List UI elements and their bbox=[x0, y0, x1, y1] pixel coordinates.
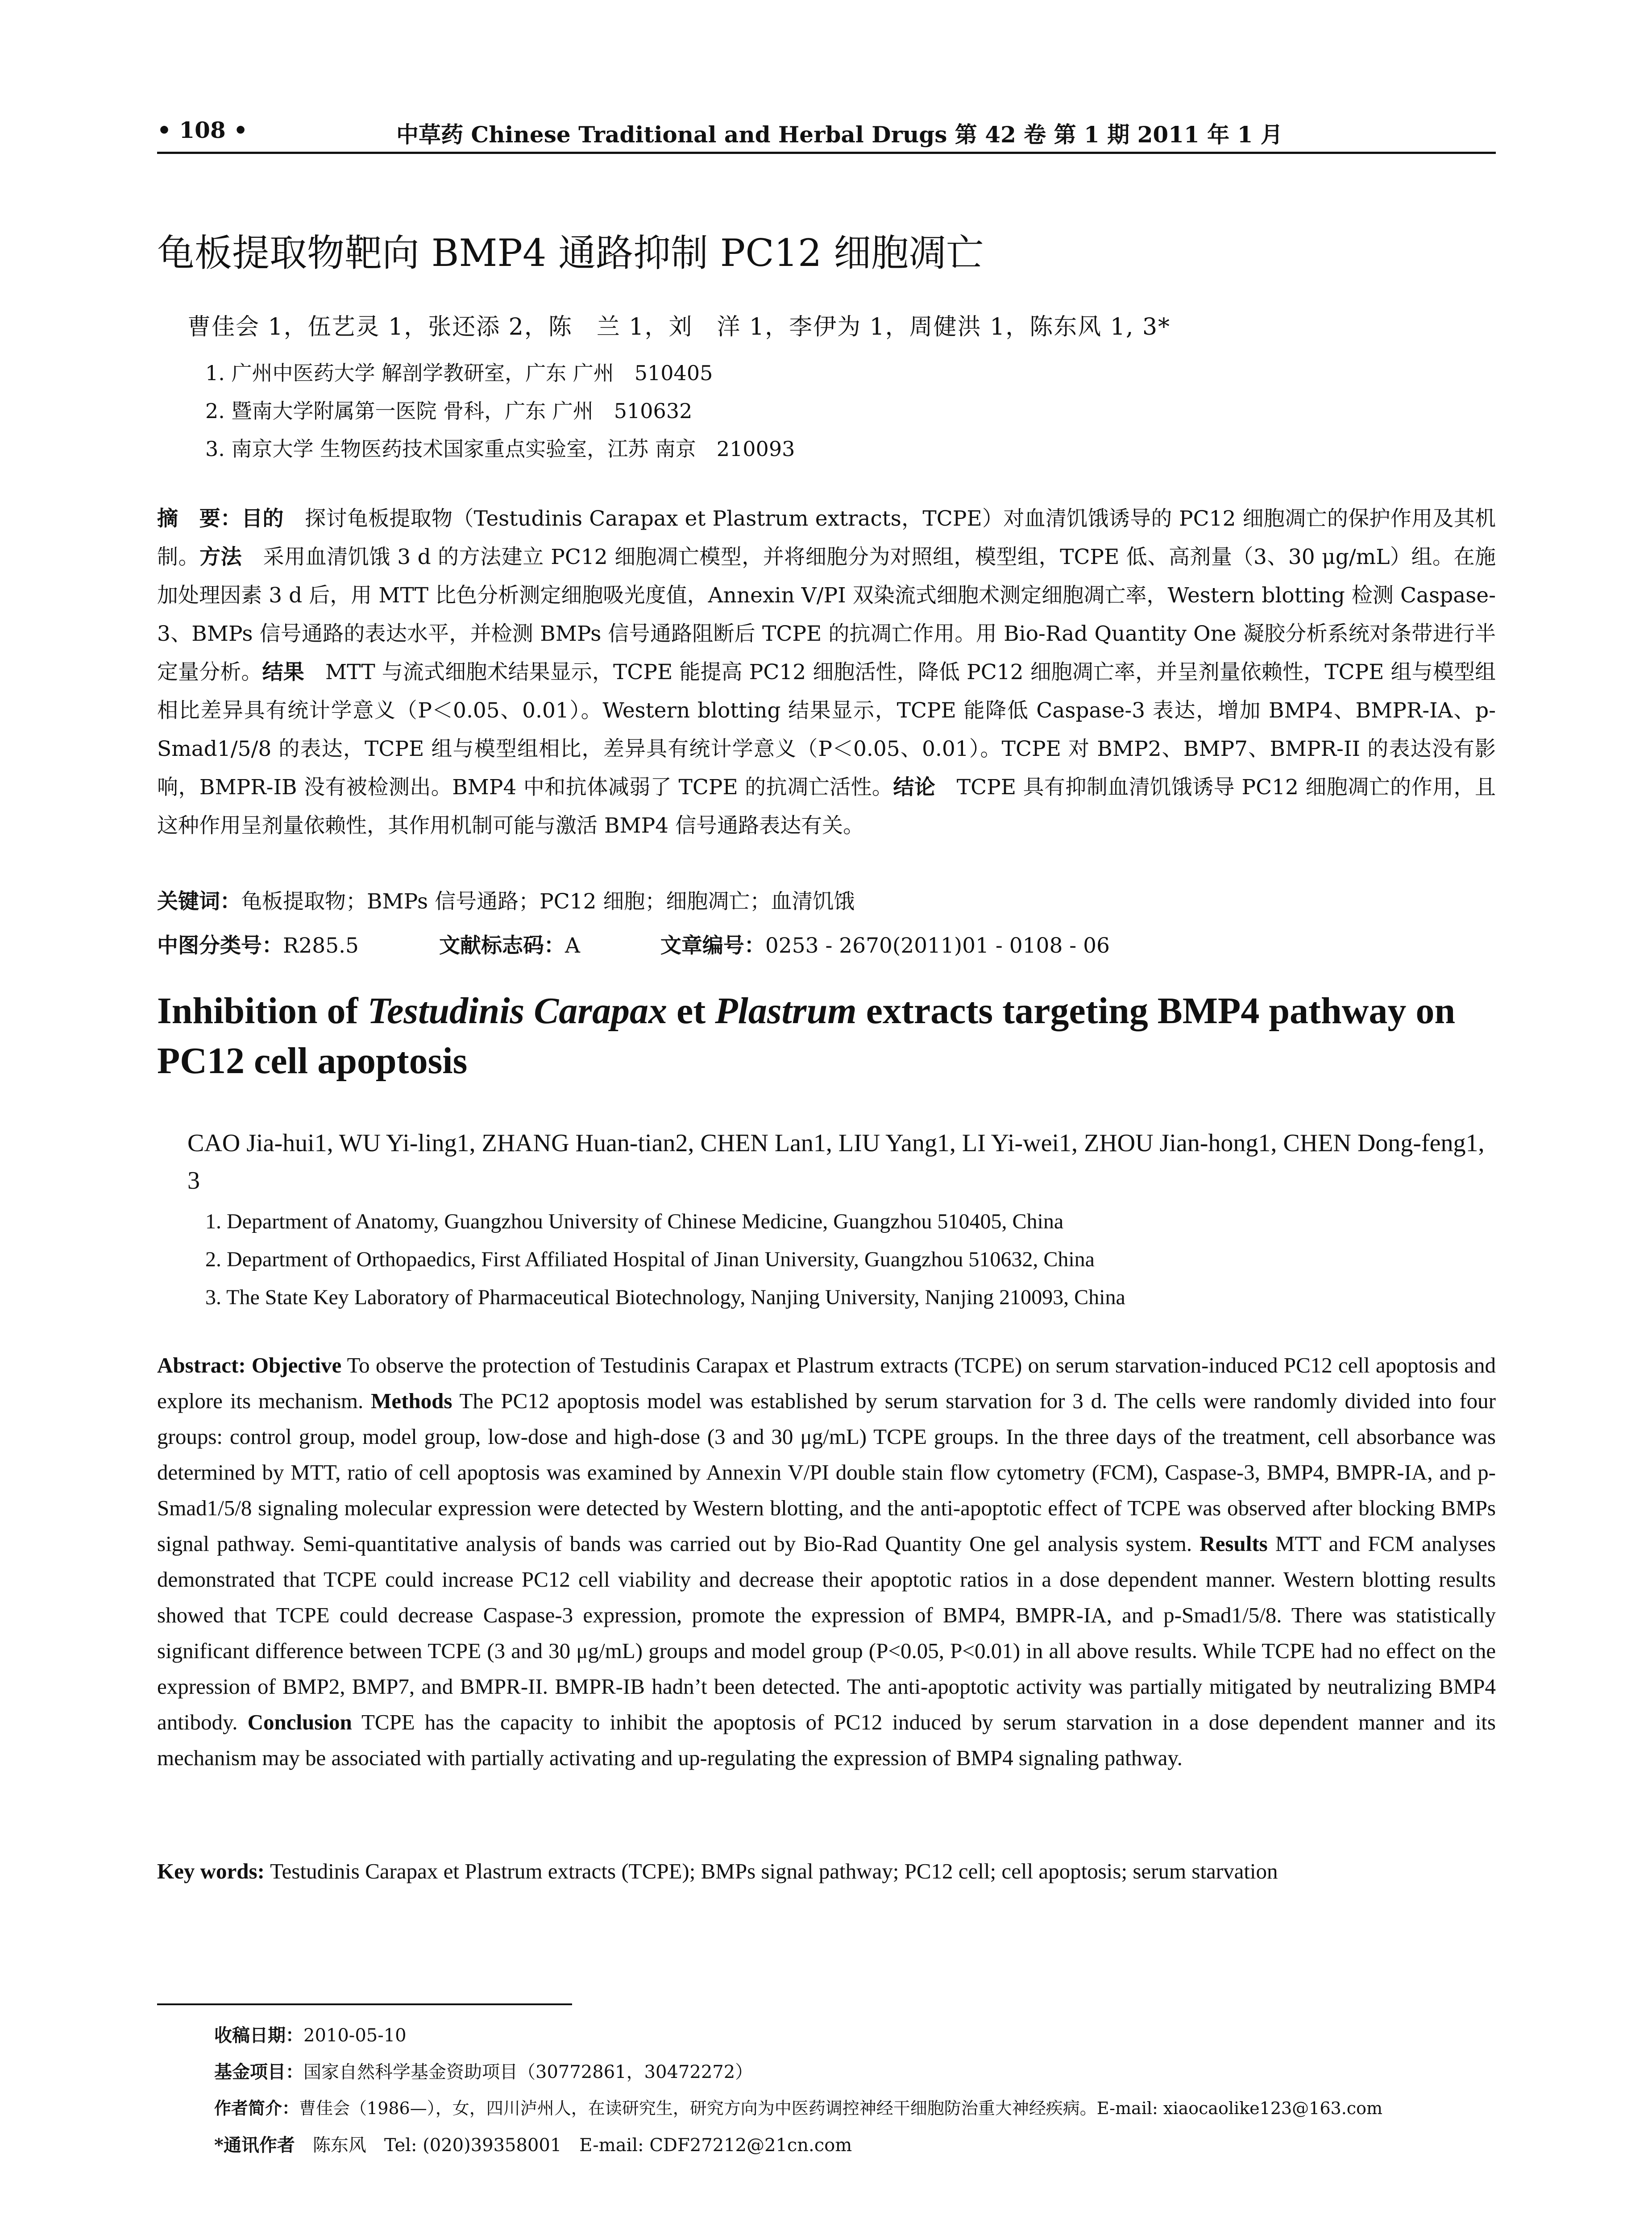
abstract-cn-results-label: 结果 bbox=[262, 660, 304, 684]
footnote-label: 作者简介： bbox=[214, 2098, 299, 2118]
doc-code-label: 文献标志码： bbox=[439, 933, 565, 958]
title-en-species: Testudinis Carapax bbox=[367, 990, 667, 1032]
affiliation-en-2: 2. Department of Orthopaedics, First Affiliated Hospital of Jinan University, Guangzhou 510632, China bbox=[205, 1248, 1095, 1271]
abstract-en-methods-label: Methods bbox=[371, 1389, 452, 1413]
abstract-cn-methods: 采用血清饥饿 3 d 的方法建立 PC12 细胞凋亡模型，并将细胞分为对照组，模型组，TCPE 低、高剂量（3、30 μg/mL）组。在施加处理因素 3 d 后，用 MTT 比色分析测定细胞吸光度值，Annexin V/PI 双染流式细胞术测定细胞凋亡率，Western blotting 检测 Caspase-3、BMPs 信号通路的表达水平，并检测 BMPs 信号通路阻断后 TCPE 的抗凋亡作用。用 Bio-Rad Quantity One 凝胶分析系统对条带进行半定量分析。 bbox=[157, 545, 1496, 684]
abstract-cn-conclusion: TCPE 具有抑制血清饥饿诱导 PC12 细胞凋亡的作用，且这种作用呈剂量依赖性，其作用机制可能与激活 BMP4 信号通路表达有关。 bbox=[157, 775, 1496, 838]
title-en-part: Inhibition of bbox=[157, 990, 368, 1032]
classification-line bbox=[157, 929, 1110, 959]
keywords-en-text: Testudinis Carapax et Plastrum extracts (TCPE); BMPs signal pathway; PC12 cell; cell apoptosis; serum starvation bbox=[270, 1859, 1278, 1883]
abstract-en-methods: The PC12 apoptosis model was established by serum starvation for 3 d. The cells were randomly divided into four groups: control group, model group, low-dose and high-dose (3 and 30 μg/mL) TCPE groups. In the three days of the treatment, cell absorbance was determined by MTT, ratio of cell apoptosis was examined by Annexin V/PI double stain flow cytometry (FCM), Caspase-3, BMP4, BMPR-IA, and p-Smad1/5/8 signaling molecular expression were detected by Western blotting, and the anti-apoptotic effect of TCPE was observed after blocking BMPs signal pathway. Semi-quantitative analysis of bands was carried out by Bio-Rad Quantity One gel analysis system. bbox=[157, 1389, 1496, 1556]
affiliation-en-3: 3. The State Key Laboratory of Pharmaceutical Biotechnology, Nanjing University, Nanjing 210093, China bbox=[205, 1286, 1125, 1309]
title-en-part: extracts targeting BMP4 pathway on PC12 cell apoptosis bbox=[157, 990, 1456, 1082]
abstract-en-label: Abstract: Objective bbox=[157, 1353, 342, 1377]
abstract-cn-methods-label: 方法 bbox=[199, 545, 242, 569]
abstract-cn-conclusion-label: 结论 bbox=[893, 775, 936, 800]
footnote-text: 陈东风 Tel: (020)39358001 E-mail: CDF27212@21cn.com bbox=[312, 2135, 852, 2156]
header-rule bbox=[157, 152, 1496, 154]
abstract-cn-objective-label: 目的 bbox=[241, 506, 284, 531]
clc-label: 中图分类号： bbox=[157, 933, 283, 958]
affiliation-cn-1: 1. 广州中医药大学 解剖学教研室，广东 广州 510405 bbox=[205, 361, 713, 385]
keywords-cn bbox=[157, 883, 1496, 921]
footnote-rule bbox=[157, 2003, 572, 2005]
footnote-label: 收稿日期： bbox=[214, 2025, 303, 2046]
abstract-en bbox=[157, 1348, 1496, 1776]
footnote-label: 基金项目： bbox=[214, 2061, 303, 2082]
affiliation-cn-2: 2. 暨南大学附属第一医院 骨科，广东 广州 510632 bbox=[205, 399, 693, 423]
footnote-received bbox=[214, 2021, 407, 2047]
footnote-funding bbox=[214, 2058, 753, 2083]
keywords-en bbox=[157, 1858, 1496, 1884]
abstract-cn-label: 摘 要： bbox=[157, 506, 242, 531]
footnote-author-bio bbox=[214, 2094, 1382, 2119]
keywords-cn-label: 关键词： bbox=[157, 889, 241, 914]
footnote-text: 曹佳会（1986—），女，四川泸州人，在读研究生，研究方向为中医药调控神经干细胞防治重大神经疾病。E-mail: xiaocaolike123@163.com bbox=[299, 2098, 1382, 2118]
abstract-cn-results: MTT 与流式细胞术结果显示，TCPE 能提高 PC12 细胞活性，降低 PC12 细胞凋亡率，并呈剂量依赖性，TCPE 组与模型组相比差异具有统计学意义（P＜0.05、0.01）。Western blotting 结果显示，TCPE 能降低 Caspase-3 表达，增加 BMP4、BMPR-IA、p-Smad1/5/8 的表达，TCPE 组与模型组相比，差异具有统计学意义（P＜0.05、0.01）。TCPE 对 BMP2、BMP7、BMPR-II 的表达没有影响，BMPR-IB 没有被检测出。BMP4 中和抗体减弱了 TCPE 的抗凋亡活性。 bbox=[157, 660, 1496, 800]
journal-header: 中草药 Chinese Traditional and Herbal Drugs 第 42 卷 第 1 期 2011 年 1 月 bbox=[396, 121, 1283, 148]
title-cn: 龟板提取物靶向 BMP4 通路抑制 PC12 细胞凋亡 bbox=[157, 231, 984, 275]
abstract-cn bbox=[157, 500, 1496, 845]
abstract-en-conclusion: TCPE has the capacity to inhibit the apoptosis of PC12 induced by serum starvation in a dose dependent manner and its mechanism may be associated with partially activating and up-regulating the expression of BMP4 signaling pathway. bbox=[157, 1710, 1496, 1770]
title-en-part: et bbox=[667, 990, 715, 1032]
abstract-en-objective: To observe the protection of Testudinis Carapax et Plastrum extracts (TCPE) on serum starvation-induced PC12 cell apoptosis and explore its mechanism. bbox=[157, 1353, 1496, 1413]
footnote-text: 2010-05-10 bbox=[303, 2025, 407, 2046]
article-number-value: 0253 - 2670(2011)01 - 0108 - 06 bbox=[765, 933, 1110, 958]
abstract-en-results: MTT and FCM analyses demonstrated that TCPE could increase PC12 cell viability and decrease their apoptotic ratios in a dose dependent manner. Western blotting results showed that TCPE could decrease Caspase-3 expression, promote the expression of BMP4, BMPR-IA, and p-Smad1/5/8. There was statistically significant difference between TCPE (3 and 30 μg/mL) groups and model group (P<0.05, P<0.01) in all above results. While TCPE had no effect on the expression of BMP2, BMP7, and BMPR-II. BMPR-IB hadn’t been detected. The anti-apoptotic activity was partially mitigated by neutralizing BMP4 antibody. bbox=[157, 1531, 1496, 1734]
keywords-en-label: Key words: bbox=[157, 1859, 270, 1883]
authors-en: CAO Jia-hui1, WU Yi-ling1, ZHANG Huan-tian2, CHEN Lan1, LIU Yang1, LI Yi-wei1, ZHOU Jian-hong1, CHEN Dong-feng1, 3 bbox=[187, 1129, 1485, 1194]
page-number: • 108 • bbox=[157, 117, 248, 143]
affiliation-en-1: 1. Department of Anatomy, Guangzhou University of Chinese Medicine, Guangzhou 510405, China bbox=[205, 1210, 1064, 1233]
affiliation-cn-3: 3. 南京大学 生物医药技术国家重点实验室，江苏 南京 210093 bbox=[205, 437, 795, 461]
keywords-cn-text: 龟板提取物；BMPs 信号通路；PC12 细胞；细胞凋亡；血清饥饿 bbox=[241, 889, 855, 914]
doc-code-value: A bbox=[565, 933, 580, 958]
abstract-en-conclusion-label: Conclusion bbox=[247, 1710, 352, 1734]
abstract-cn-objective: 探讨龟板提取物（Testudinis Carapax et Plastrum extracts，TCPE）对血清饥饿诱导的 PC12 细胞凋亡的保护作用及其机制。 bbox=[157, 506, 1496, 569]
title-en bbox=[157, 986, 1496, 1086]
clc-value: R285.5 bbox=[283, 933, 359, 958]
footnote-corresponding bbox=[214, 2131, 852, 2156]
title-en-species: Plastrum bbox=[715, 990, 857, 1032]
authors-cn: 曹佳会 1，伍艺灵 1，张还添 2，陈 兰 1，刘 洋 1，李伊为 1，周健洪 1，陈东风 1, 3* bbox=[187, 314, 1171, 340]
footnote-text: 国家自然科学基金资助项目（30772861，30472272） bbox=[303, 2062, 753, 2082]
article-number-label: 文章编号： bbox=[660, 933, 765, 958]
abstract-en-results-label: Results bbox=[1200, 1531, 1268, 1556]
footnote-label: *通讯作者 bbox=[214, 2135, 313, 2156]
